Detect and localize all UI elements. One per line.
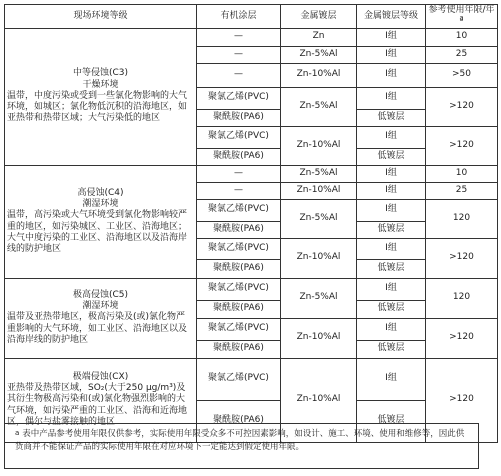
organic-coating-cell: 聚酰胺(PA6) [197,340,281,358]
environment-description: 温带，高污染或大气环境受到氯化物影响较严重的地区，如污染城区、工业区、沿海地区；大气中度污染的工业区、沿海地区以及沿海岸线的防护地区 [7,210,188,254]
metal-grade-cell: Ⅰ组 [357,63,426,87]
service-life-cell: >120 [426,358,498,442]
header-row [5,5,498,29]
organic-coating-cell: 聚氯乙烯(PVC) [197,126,281,148]
metal-grade-cell: 低镀层 [357,300,426,318]
table-body [5,28,498,442]
table-row [5,28,498,46]
header-environment: 现场环境等级 [5,5,197,29]
organic-coating-cell: 聚氯乙烯(PVC) [197,238,281,259]
organic-coating-cell: — [197,63,281,87]
organic-coating-cell: 聚酰胺(PA6) [197,300,281,318]
metal-coating-cell: Zn-10%Al [281,126,357,165]
service-life-cell: >120 [426,238,498,278]
environment-description: 温带，中度污染或受到一些氯化物影响的大气环境，如城区；氯化物低沉积的沿海地区，如亚热带和热带区域；大气污染低的地区 [7,90,188,124]
metal-grade-cell: 低镀层 [357,400,426,442]
metal-coating-cell: Zn-10%Al [281,238,357,278]
metal-grade-cell: Ⅰ组 [357,358,426,400]
metal-coating-cell: Zn-10%Al [281,63,357,87]
service-life-cell: >120 [426,87,498,126]
environment-cell [5,278,197,358]
metal-coating-cell: Zn-10%Al [281,318,357,358]
organic-coating-cell: — [197,46,281,63]
metal-grade-cell: 低镀层 [357,340,426,358]
metal-coating-cell: Zn-5%Al [281,278,357,318]
metal-grade-cell: Ⅰ组 [357,165,426,182]
environment-grade: 极端侵蚀(CX) [72,371,129,382]
organic-coating-cell: 聚氯乙烯(PVC) [197,278,281,300]
header-service-life: 参考使用年限/年ª [426,5,498,29]
organic-coating-cell: 聚氯乙烯(PVC) [197,199,281,221]
service-life-cell: >50 [426,63,498,87]
service-life-cell: 10 [426,28,498,46]
organic-coating-cell: 聚酰胺(PA6) [197,400,281,442]
metal-grade-cell: Ⅰ组 [357,318,426,340]
service-life-cell: 120 [426,278,498,318]
metal-coating-cell: Zn-10%Al [281,358,357,442]
organic-coating-cell: 聚酰胺(PA6) [197,109,281,126]
metal-coating-cell: Zn [281,28,357,46]
environment-grade: 中等侵蚀(C3) [72,68,129,79]
metal-grade-cell: Ⅰ组 [357,46,426,63]
service-life-cell: 25 [426,182,498,199]
service-life-cell: >120 [426,318,498,358]
service-life-cell: 120 [426,199,498,238]
footnote [4,423,479,469]
service-life-cell: 10 [426,165,498,182]
footnote-mark: a [15,429,20,437]
metal-grade-cell: Ⅰ组 [357,126,426,148]
environment-condition: 潮湿环境 [82,199,119,209]
table-row [5,278,498,300]
organic-coating-cell: 聚氯乙烯(PVC) [197,318,281,340]
organic-coating-cell: 聚酰胺(PA6) [197,221,281,238]
header-organic-coating: 有机涂层 [197,5,281,29]
table-row [5,165,498,182]
metal-grade-cell: Ⅰ组 [357,87,426,109]
organic-coating-cell: 聚氯乙烯(PVC) [197,87,281,109]
metal-coating-cell: Zn-5%Al [281,87,357,126]
metal-grade-cell: 低镀层 [357,109,426,126]
metal-coating-cell: Zn-5%Al [281,165,357,182]
organic-coating-cell: 聚酰胺(PA6) [197,148,281,165]
metal-grade-cell: Ⅰ组 [357,238,426,259]
metal-coating-cell: Zn-10%Al [281,182,357,199]
metal-grade-cell: Ⅰ组 [357,199,426,221]
environment-cell [5,165,197,278]
organic-coating-cell: 聚氯乙烯(PVC) [197,358,281,400]
metal-grade-cell: Ⅰ组 [357,28,426,46]
metal-grade-cell: 低镀层 [357,148,426,165]
environment-cell [5,28,197,165]
metal-coating-cell: Zn-5%Al [281,46,357,63]
header-metal-coating: 金属镀层 [281,5,357,29]
lifetime-table [4,4,498,443]
organic-coating-cell: 聚酰胺(PA6) [197,259,281,278]
environment-description: 温带及亚热带地区，极高污染及(或)氯化物严重影响的大气环境，如工业区、沿海地区以及沿海岸线的防护地区 [7,312,188,345]
organic-coating-cell: — [197,165,281,182]
environment-description: 亚热带及热带区域，SO₂(大于250 μg/m³)及其衍生物极高污染和(或)氯化物强烈影响的大气环境，如污染严重的工业区、沿海和近海地区，偶尔与盐雾接触的地区 [7,383,188,427]
metal-grade-cell: Ⅰ组 [357,182,426,199]
header-metal-grade: 金属镀层等级 [357,5,426,29]
environment-grade: 高侵蚀(C4) [77,187,124,198]
metal-grade-cell: 低镀层 [357,259,426,278]
organic-coating-cell: — [197,182,281,199]
environment-condition: 潮湿环境 [82,301,119,312]
environment-grade: 极高侵蚀(C5) [72,289,129,300]
metal-grade-cell: Ⅰ组 [357,278,426,300]
metal-grade-cell: 低镀层 [357,221,426,238]
environment-condition: 干燥环境 [82,79,119,90]
service-life-cell: 25 [426,46,498,63]
metal-coating-cell: Zn-5%Al [281,199,357,238]
footnote-text: 表中产品参考使用年限仅供参考，实际使用年限受众多不可控因素影响，如设计、施工、环境、使用和维修等，因此供货商并不能保证产品的实际使用年限在对应环境下一定能达到假定使用年限。 [15,429,465,452]
organic-coating-cell: — [197,28,281,46]
service-life-cell: >120 [426,126,498,165]
table-row [5,358,498,400]
